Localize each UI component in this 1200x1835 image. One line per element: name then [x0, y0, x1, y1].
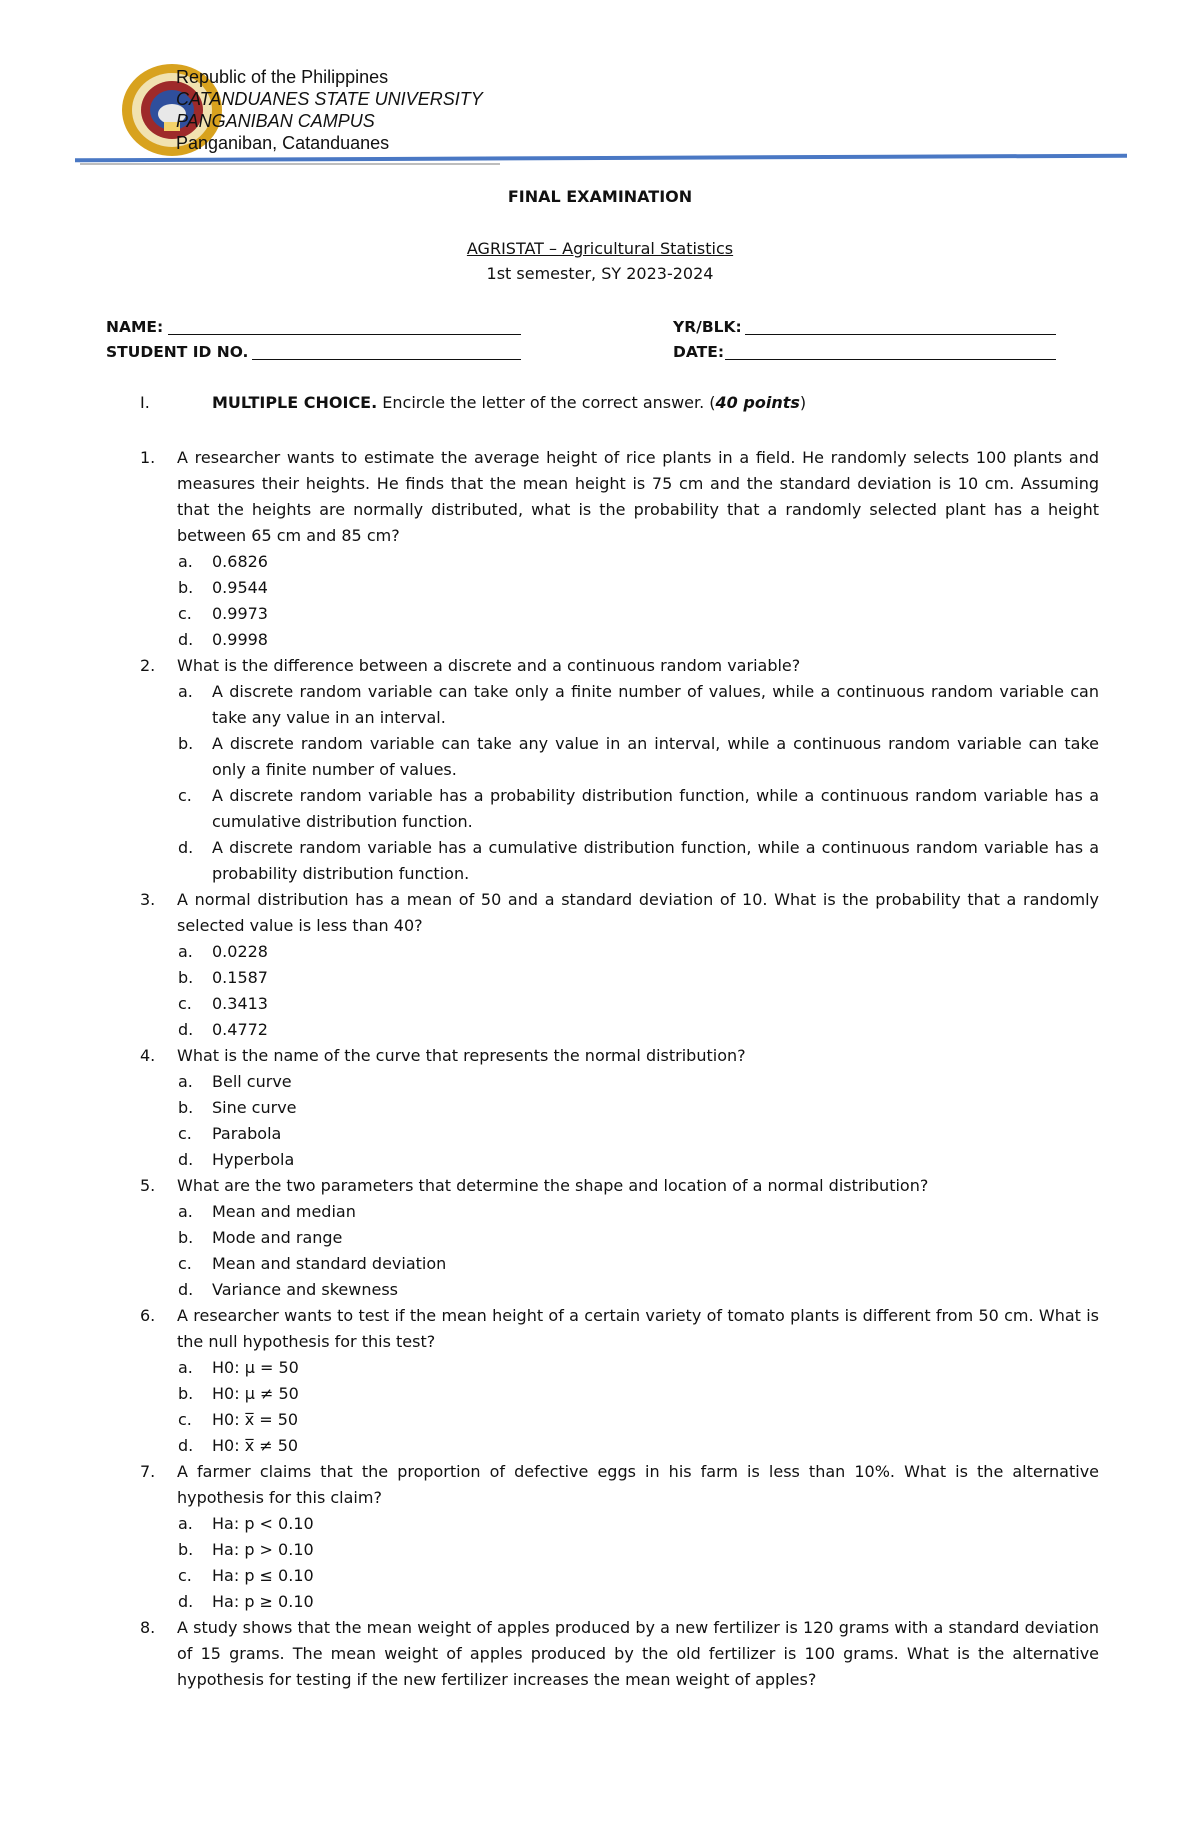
option-text: Variance and skewness	[212, 1280, 399, 1299]
university-name: CATANDUANES STATE UNIVERSITY	[176, 89, 483, 109]
option-letter[interactable]: d.	[178, 1592, 194, 1611]
name-label: NAME:	[106, 318, 164, 336]
question	[0, 445, 1200, 549]
option-letter[interactable]: d.	[178, 630, 194, 649]
option-letter[interactable]: b.	[178, 734, 194, 753]
republic-line: Republic of the Philippines	[176, 67, 389, 87]
name-blank[interactable]	[168, 334, 521, 335]
answer-option[interactable]	[0, 783, 1200, 835]
answer-option[interactable]	[0, 731, 1200, 783]
option-letter[interactable]: c.	[178, 1124, 192, 1143]
letterhead	[176, 66, 483, 154]
answer-option[interactable]	[0, 1537, 1200, 1563]
option-text: 0.9544	[212, 578, 268, 597]
option-letter[interactable]: a.	[178, 1358, 193, 1377]
question	[0, 1615, 1200, 1693]
option-text: Hyperbola	[212, 1150, 295, 1169]
option-text: 0.0228	[212, 942, 268, 961]
question-text: A normal distribution has a mean of 50 and a standard deviation of 10. What is the probability that a randomly selected value is less than 40?	[177, 890, 1099, 935]
answer-option[interactable]	[0, 1017, 1200, 1043]
question-number: 7.	[140, 1462, 156, 1481]
answer-option[interactable]	[0, 1563, 1200, 1589]
answer-option[interactable]	[0, 1407, 1200, 1433]
campus-name: PANGANIBAN CAMPUS	[176, 111, 375, 131]
question-number: 6.	[140, 1306, 156, 1325]
option-letter[interactable]: c.	[178, 1566, 192, 1585]
option-letter[interactable]: c.	[178, 1410, 192, 1429]
option-text: H0: µ ≠ 50	[212, 1384, 299, 1403]
semester-line: 1st semester, SY 2023-2024	[486, 264, 714, 283]
question	[0, 1459, 1200, 1511]
option-letter[interactable]: c.	[178, 1254, 192, 1273]
option-text: H0: x̅ ≠ 50	[212, 1436, 299, 1455]
option-letter[interactable]: b.	[178, 1540, 194, 1559]
option-letter[interactable]: b.	[178, 1384, 194, 1403]
option-text: Ha: p < 0.10	[212, 1514, 314, 1533]
answer-option[interactable]	[0, 627, 1200, 653]
option-text: A discrete random variable has a cumulative distribution function, while a continuous random variable has a probability distribution function.	[212, 838, 1099, 883]
option-text: Ha: p ≥ 0.10	[212, 1592, 314, 1611]
question	[0, 1043, 1200, 1069]
option-letter[interactable]: a.	[178, 1202, 193, 1221]
answer-option[interactable]	[0, 1381, 1200, 1407]
option-letter[interactable]: a.	[178, 682, 193, 701]
option-letter[interactable]: a.	[178, 1514, 193, 1533]
option-text: H0: x̅ = 50	[212, 1410, 299, 1429]
option-letter[interactable]: b.	[178, 1228, 194, 1247]
option-text: Parabola	[212, 1124, 282, 1143]
date-blank[interactable]	[725, 359, 1056, 360]
answer-option[interactable]	[0, 1511, 1200, 1537]
option-text: Mean and standard deviation	[212, 1254, 447, 1273]
option-letter[interactable]: d.	[178, 1280, 194, 1299]
answer-option[interactable]	[0, 991, 1200, 1017]
answer-option[interactable]	[0, 575, 1200, 601]
option-text: 0.1587	[212, 968, 268, 987]
option-letter[interactable]: b.	[178, 578, 194, 597]
question-text: A study shows that the mean weight of apples produced by a new fertilizer is 120 grams with a standard deviation of 15 grams. The mean weight of apples produced by the old fertilizer is 100 grams. What is the alternative hypothesis for testing if the new fertilizer increases the mean weight of apples?	[177, 1618, 1099, 1689]
course-title: AGRISTAT – Agricultural Statistics	[466, 239, 734, 258]
question-text: A researcher wants to test if the mean height of a certain variety of tomato plants is different from 50 cm. What is the null hypothesis for this test?	[177, 1306, 1099, 1351]
option-letter[interactable]: a.	[178, 942, 193, 961]
option-letter[interactable]: d.	[178, 1436, 194, 1455]
question-text: A researcher wants to estimate the average height of rice plants in a field. He randomly selects 100 plants and measures their heights. He finds that the mean height is 75 cm and the standard deviation is 10 cm. Assuming that the heights are normally distributed, what is the probability that a randomly selected plant has a height between 65 cm and 85 cm?	[177, 448, 1099, 545]
option-text: 0.9973	[212, 604, 268, 623]
question-number: 3.	[140, 890, 156, 909]
option-letter[interactable]: a.	[178, 552, 193, 571]
question-text: A farmer claims that the proportion of defective eggs in his farm is less than 10%. What is the alternative hypothesis for this claim?	[177, 1462, 1099, 1507]
option-letter[interactable]: a.	[178, 1072, 193, 1091]
option-text: 0.4772	[212, 1020, 268, 1039]
section-close: )	[799, 393, 807, 412]
answer-option[interactable]	[0, 1121, 1200, 1147]
option-text: Sine curve	[212, 1098, 297, 1117]
question-number: 4.	[140, 1046, 156, 1065]
question-number: 1.	[140, 448, 156, 467]
option-letter[interactable]: c.	[178, 604, 192, 623]
option-letter[interactable]: d.	[178, 1020, 194, 1039]
option-text: 0.3413	[212, 994, 268, 1013]
section-type: MULTIPLE CHOICE.	[212, 393, 378, 412]
option-text: Bell curve	[212, 1072, 292, 1091]
option-text: A discrete random variable can take any value in an interval, while a continuous random variable can take only a finite number of values.	[212, 734, 1099, 779]
student-id-label: STUDENT ID NO.	[106, 343, 249, 361]
answer-option[interactable]	[0, 1225, 1200, 1251]
question-number: 8.	[140, 1618, 156, 1637]
date-label: DATE:	[673, 343, 725, 361]
section-instruction	[212, 393, 806, 412]
exam-title: FINAL EXAMINATION	[507, 187, 693, 206]
section-instruction-text: Encircle the letter of the correct answer. (	[377, 393, 716, 412]
answer-option[interactable]	[0, 965, 1200, 991]
option-text: Mean and median	[212, 1202, 356, 1221]
yr-blk-blank[interactable]	[745, 334, 1056, 335]
section-points: 40 points	[715, 393, 800, 412]
answer-option[interactable]	[0, 1069, 1200, 1095]
answer-option[interactable]	[0, 1251, 1200, 1277]
answer-option[interactable]	[0, 1277, 1200, 1303]
option-text: Mode and range	[212, 1228, 343, 1247]
question-number: 5.	[140, 1176, 156, 1195]
question-number: 2.	[140, 656, 156, 675]
question	[0, 1173, 1200, 1199]
option-letter[interactable]: d.	[178, 1150, 194, 1169]
option-letter[interactable]: c.	[178, 994, 192, 1013]
option-letter[interactable]: b.	[178, 968, 194, 987]
header-divider	[75, 154, 1127, 163]
option-text: Ha: p > 0.10	[212, 1540, 314, 1559]
student-id-blank[interactable]	[252, 359, 521, 360]
section-number: I.	[140, 393, 150, 412]
question-text: What is the difference between a discrete and a continuous random variable?	[177, 656, 801, 675]
answer-option[interactable]	[0, 549, 1200, 575]
option-text: Ha: p ≤ 0.10	[212, 1566, 314, 1585]
answer-option[interactable]	[0, 1199, 1200, 1225]
question	[0, 1303, 1200, 1355]
campus-location: Panganiban, Catanduanes	[176, 133, 390, 153]
option-text: H0: µ = 50	[212, 1358, 299, 1377]
question-text: What is the name of the curve that represents the normal distribution?	[177, 1046, 746, 1065]
answer-option[interactable]	[0, 1095, 1200, 1121]
header-divider-shadow	[80, 163, 500, 165]
answer-option[interactable]	[0, 1355, 1200, 1381]
option-letter[interactable]: d.	[178, 838, 194, 857]
option-text: 0.9998	[212, 630, 268, 649]
answer-option[interactable]	[0, 601, 1200, 627]
question	[0, 653, 1200, 679]
answer-option[interactable]	[0, 1433, 1200, 1459]
option-text: A discrete random variable can take only a finite number of values, while a continuous random variable can take any value in an interval.	[212, 682, 1099, 727]
option-text: A discrete random variable has a probability distribution function, while a continuous random variable has a cumulative distribution function.	[212, 786, 1099, 831]
question	[0, 887, 1200, 939]
option-letter[interactable]: b.	[178, 1098, 194, 1117]
question-text: What are the two parameters that determine the shape and location of a normal distribution?	[177, 1176, 929, 1195]
answer-option[interactable]	[0, 1147, 1200, 1173]
yr-blk-label: YR/BLK:	[673, 318, 742, 336]
answer-option[interactable]	[0, 679, 1200, 731]
option-text: 0.6826	[212, 552, 268, 571]
answer-option[interactable]	[0, 939, 1200, 965]
option-letter[interactable]: c.	[178, 786, 192, 805]
answer-option[interactable]	[0, 835, 1200, 887]
question-list	[0, 445, 1200, 1693]
answer-option[interactable]	[0, 1589, 1200, 1615]
